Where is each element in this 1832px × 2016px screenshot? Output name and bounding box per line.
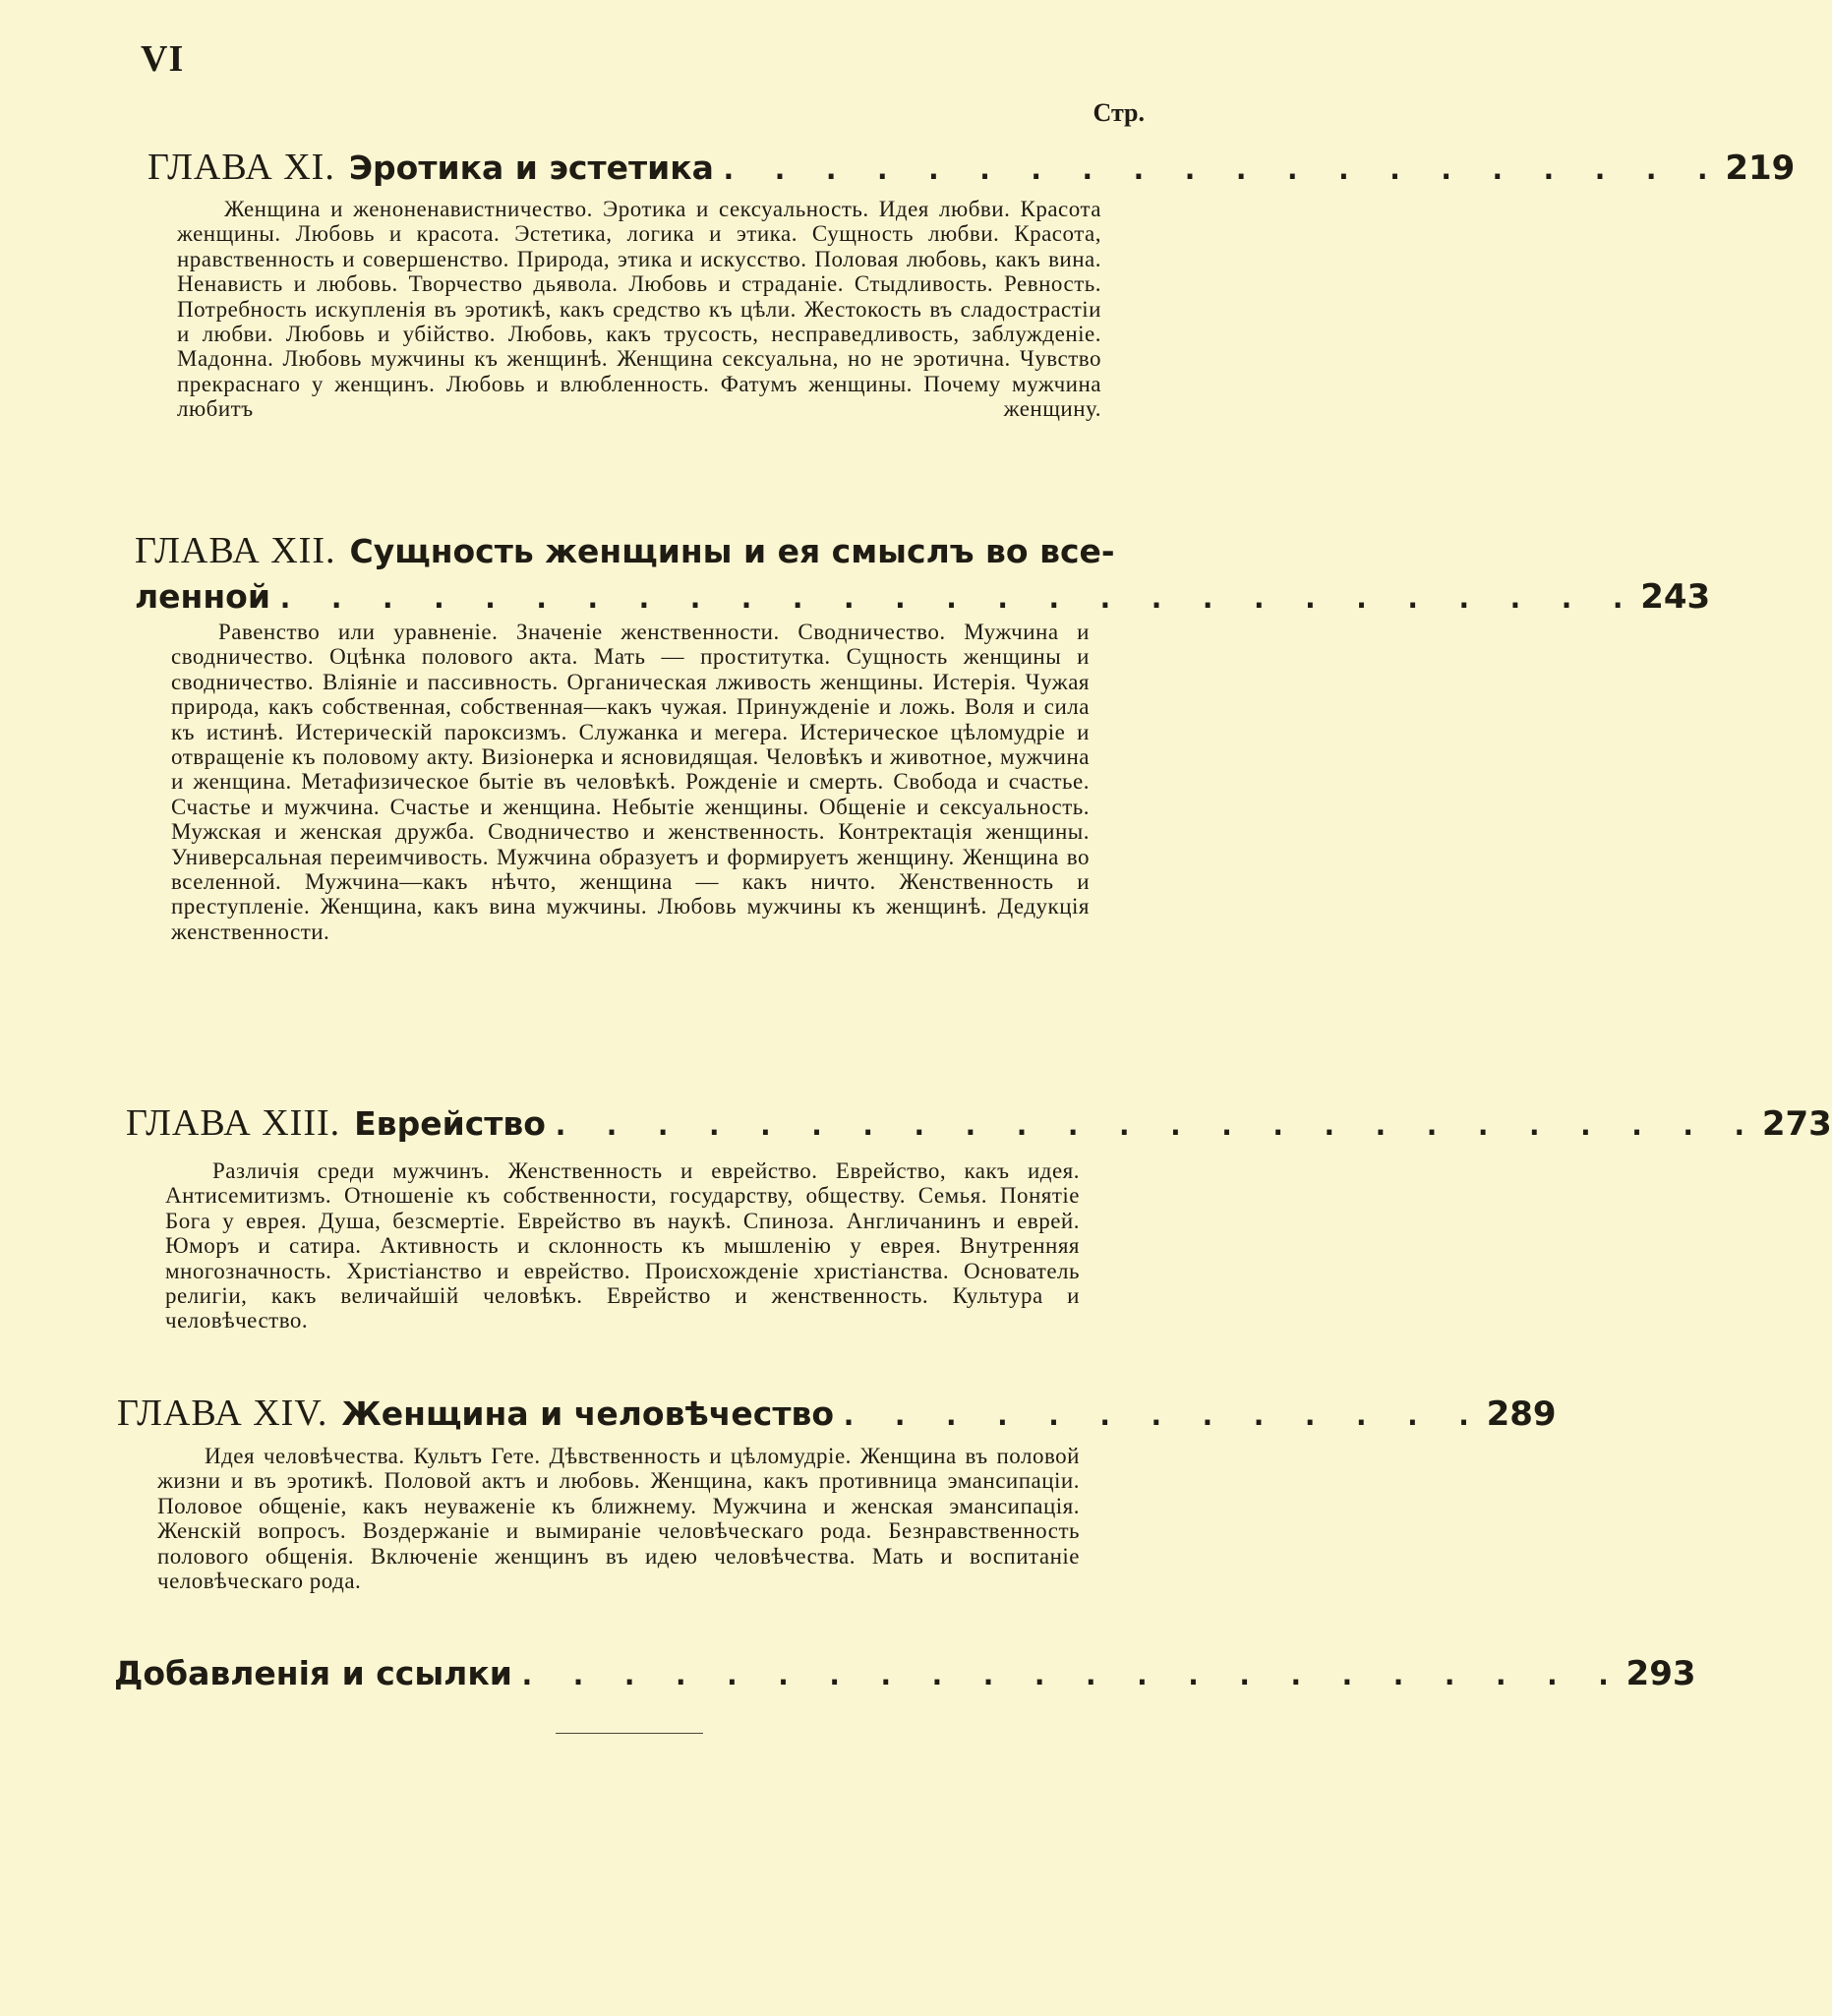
chapter-page: 243 [1640,577,1711,617]
leader-dots: . . . . . . . . . . . . . . . . . . . . . . . . [551,1108,1756,1143]
chapter-xiii [126,1101,1832,1148]
chapter-heading-cont [135,575,1711,621]
chapter-title: Сущность женщины и ея смыслъ во все- [349,532,1115,570]
leader-dots: . . . . . . . . . . . . . [840,1398,1481,1433]
chapter-xi [148,146,1796,192]
chapter-title: Женщина и человѣчество [341,1394,835,1433]
chapter-title: Еврейство [354,1104,546,1143]
chapter-summary: Равенство или уравненіе. Значеніе женственности. Сводничество. Мужчина и сводничество. Оцѣнка полового акта. Мать — проститутка. Сущность женщины и сводничество. Вліяніе и пассивность. Органическая лживость женщины. Истерія. Чужая природа, какъ собственная, собственная—какъ чужая. Принужденіе и ложь. Воля и сила къ истинѣ. Истерическій пароксизмъ. Служанка и мегера. Истерическое цѣломудріе и отвращеніе къ половому акту. Визіонерка и ясновидящая. Человѣкъ и животное, мужчина и женщина. Метафизическое бытіе въ человѣкѣ. Рожденіе и смерть. Свобода и счастье. Счастье и мужчина. Счастье и женщина. Небытіе женщины. Общеніе и сексуальность. Мужская и женская дружба. Сводничество и женственность. Контректація женщины. Универсальная переимчивость. Мужчина образуетъ и формируетъ женщину. Женщина во вселенной. Мужчина—какъ нѣчто, женщина — какъ ничто. Женственность и преступленіе. Женщина, какъ вина мужчины. Любовь мужчины къ женщинѣ. Дедукція женственности. [171,620,1090,944]
chapter-label: ГЛАВА XII. [135,530,336,571]
page-column-label: Стр. [1093,98,1145,127]
chapter-heading [117,1392,1557,1438]
appendix-entry [114,1652,1696,1697]
chapter-heading [135,529,1133,573]
page-number: VI [141,38,185,80]
chapter-page: 273 [1761,1104,1832,1144]
leader-dots: . . . . . . . . . . . . . . . . . . . . . . . . . . . [275,581,1635,616]
appendix-heading [114,1652,1696,1697]
chapter-heading [126,1101,1832,1148]
chapter-summary: Женщина и женоненавистничество. Эротика и сексуальность. Идея любви. Красота женщины. Любовь и красота. Эстетика, логика и этика. Сущность любви. Красота, нравственность и совершенство. Природа, этика и искусство. Половая любовь, какъ вина. Ненависть и любовь. Творчество дьявола. Любовь и страданіе. Стыдливость. Ревность. Потребность искупленія въ эротикѣ, какъ средство къ цѣли. Жестокость въ сладострастіи и любви. Любовь и убійство. Любовь, какъ трусость, несправедливость, заблужденіе. Мадонна. Любовь мужчины къ женщинѣ. Женщина сексуальна, но не эротична. Чувство прекраснаго у женщинъ. Любовь и влюбленность. Фатумъ женщины. Почему мужчина любитъ женщину. [177,197,1101,422]
leader-dots: . . . . . . . . . . . . . . . . . . . . . . [517,1658,1621,1692]
chapter-label: ГЛАВА XIII. [126,1102,341,1144]
chapter-page: 289 [1486,1394,1557,1434]
chapter-xiv [117,1392,1557,1438]
appendix-page: 293 [1625,1654,1696,1693]
end-rule [556,1733,703,1734]
appendix-title: Добавленія и ссылки [114,1654,512,1692]
chapter-title-cont: ленной [135,577,270,616]
chapter-summary: Различія среди мужчинъ. Женственность и еврейство. Еврейство, какъ идея. Антисемитизмъ. Отношеніе къ собственности, государству, обществу. Семья. Понятіе Бога у еврея. Душа, безсмертіе. Еврейство въ наукѣ. Спиноза. Англичанинъ и еврей. Юморъ и сатира. Активность и склонность къ мышленію у еврея. Внутренняя многозначность. Христіанство и еврейство. Происхожденіе христіанства. Основатель религіи, какъ величайшій человѣкъ. Еврейство и женственность. Культура и человѣчество. [165,1158,1080,1334]
chapter-page: 219 [1725,148,1796,188]
chapter-title: Эротика и эстетика [348,148,714,187]
chapter-heading [148,146,1796,192]
chapter-xii [135,529,1711,621]
leader-dots: . . . . . . . . . . . . . . . . . . . . [719,152,1720,187]
chapter-summary: Идея человѣчества. Культъ Гете. Дѣвственность и цѣломудріе. Женщина въ половой жизни и въ эротикѣ. Половой актъ и любовь. Женщина, какъ противница эмансипаціи. Половое общеніе, какъ неуваженіе къ ближнему. Мужчина и женская эмансипація. Женскій вопросъ. Воздержаніе и вымираніе человѣческаго рода. Безнравственность полового общенія. Включеніе женщинъ въ идею человѣчества. Мать и воспитаніе человѣческаго рода. [157,1444,1080,1594]
chapter-label: ГЛАВА XI. [148,147,335,188]
chapter-label: ГЛАВА XIV. [117,1393,328,1434]
